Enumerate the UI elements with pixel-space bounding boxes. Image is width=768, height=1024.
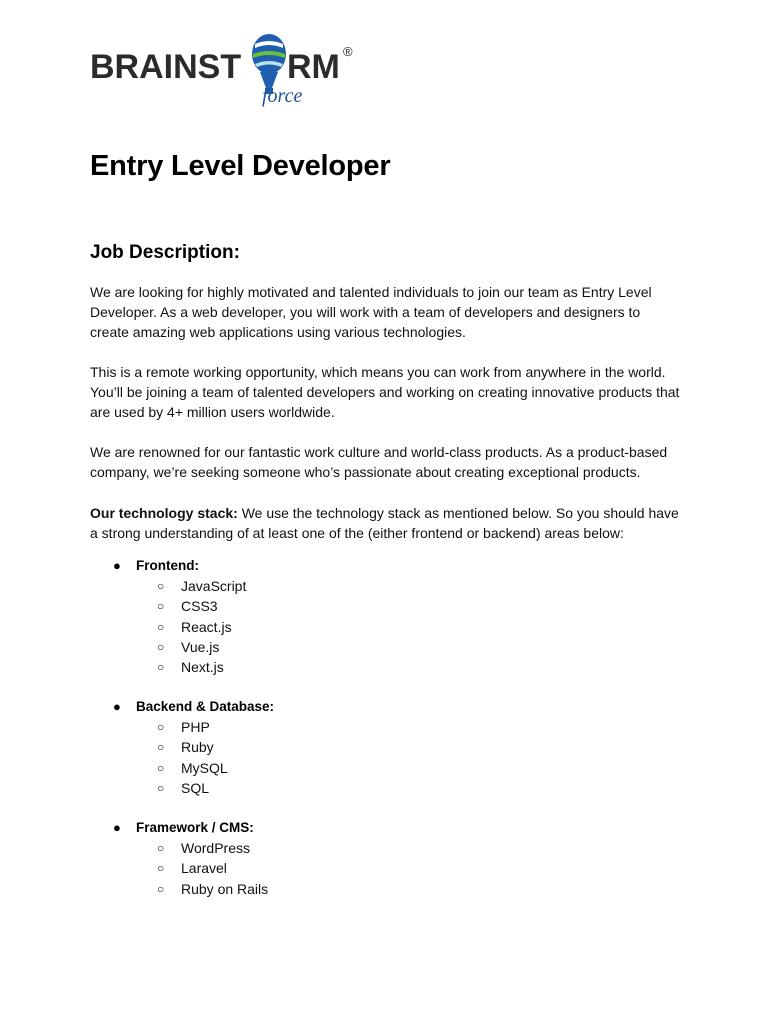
group-label: Frontend: — [136, 558, 199, 573]
logo-word-right: RM — [287, 48, 340, 86]
group-heading — [0, 818, 768, 838]
list-item — [0, 657, 768, 677]
list-item-label: MySQL — [181, 759, 228, 776]
list-item — [0, 838, 768, 858]
bullet-icon: ● — [113, 558, 121, 573]
circle-bullet-icon: ○ — [157, 740, 165, 755]
circle-bullet-icon: ○ — [157, 599, 165, 614]
remote-paragraph: This is a remote working opportunity, which means you can work from anywhere in the world. You’ll be joining a team of talented developers and working on creating innovative products that are used by 4+ million users worldwide. — [90, 364, 680, 420]
tech-stack-text: We use the technology stack as mentioned below. So you should have a strong understanding of at least one of the (either frontend or backend) areas below: — [90, 505, 679, 541]
list-item-label: React.js — [181, 618, 232, 635]
circle-bullet-icon: ○ — [157, 841, 165, 855]
list-item — [0, 596, 768, 616]
circle-bullet-icon: ○ — [157, 619, 165, 634]
list-item-label: CSS3 — [181, 598, 218, 615]
tech-group-frontend — [0, 556, 768, 677]
list-item — [0, 778, 768, 798]
list-item-label: Ruby on Rails — [181, 880, 269, 897]
page-title: Entry Level Developer — [90, 150, 391, 182]
tech-group-framework-cms — [0, 818, 768, 899]
circle-bullet-icon: ○ — [157, 760, 165, 775]
group-heading — [0, 556, 768, 576]
list-item — [0, 637, 768, 657]
group-heading — [0, 697, 768, 717]
brainstorm-force-logo — [90, 30, 354, 112]
list-item-label: Vue.js — [181, 638, 220, 655]
intro-paragraph: We are looking for highly motivated and talented individuals to join our team as Entry Level Developer. As a web developer, you will work with a team of developers and designers to create amazing web applications using various technologies. — [90, 284, 652, 340]
logo-word-left: BRAINST — [90, 48, 242, 86]
list-item-label: Next.js — [181, 659, 224, 676]
tech-group-backend-database — [0, 697, 768, 798]
bullet-icon: ● — [113, 820, 121, 835]
list-item-label: SQL — [181, 779, 210, 796]
job-description-heading: Job Description: — [90, 242, 240, 263]
list-item — [0, 576, 768, 596]
circle-bullet-icon: ○ — [157, 579, 165, 593]
logo-registered-mark: ® — [343, 44, 353, 59]
group-label: Backend & Database: — [136, 699, 275, 714]
bullet-icon: ● — [113, 699, 121, 714]
circle-bullet-icon: ○ — [157, 660, 165, 675]
list-item — [0, 879, 768, 899]
circle-bullet-icon: ○ — [157, 881, 165, 896]
tech-stack-lead: Our technology stack: — [90, 505, 238, 521]
list-item-label: Ruby — [181, 739, 214, 756]
group-label: Framework / CMS: — [136, 820, 254, 835]
list-item-label: PHP — [181, 719, 210, 735]
tech-stack-paragraph — [90, 503, 682, 543]
list-item-label: JavaScript — [181, 578, 247, 594]
list-item — [0, 858, 768, 878]
list-item — [0, 717, 768, 737]
circle-bullet-icon: ○ — [157, 720, 165, 734]
list-item — [0, 617, 768, 637]
list-item-label: Laravel — [181, 860, 227, 877]
logo-graphic — [90, 30, 354, 112]
list-item — [0, 737, 768, 757]
circle-bullet-icon: ○ — [157, 861, 165, 876]
culture-paragraph: We are renowned for our fantastic work culture and world-class products. As a product-based company, we’re seeking someone who’s passionate about creating exceptional products. — [90, 444, 668, 480]
list-item — [0, 758, 768, 778]
list-item-label: WordPress — [181, 840, 250, 856]
circle-bullet-icon: ○ — [157, 639, 165, 654]
logo-tagline: force — [262, 85, 303, 107]
circle-bullet-icon: ○ — [157, 780, 165, 795]
